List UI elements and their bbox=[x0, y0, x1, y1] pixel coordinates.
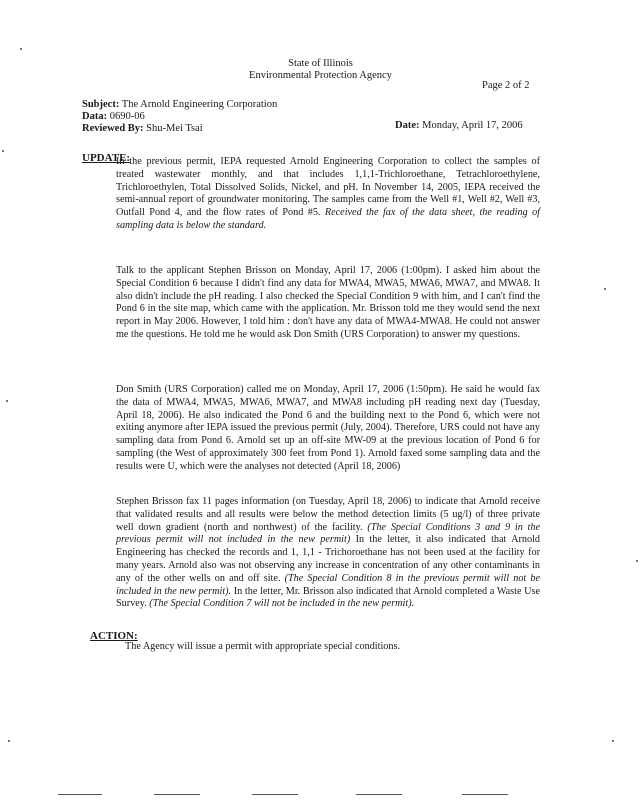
header-agency: Environmental Protection Agency bbox=[249, 70, 392, 81]
scan-edge-mark bbox=[58, 794, 102, 795]
scan-edge-mark bbox=[252, 794, 298, 795]
scan-speck bbox=[612, 740, 614, 742]
date-line bbox=[395, 120, 523, 131]
data-value: 0690-06 bbox=[109, 111, 145, 122]
page-number: Page 2 of 2 bbox=[482, 80, 530, 91]
date-label: Date: bbox=[395, 120, 420, 131]
scan-speck bbox=[2, 150, 4, 152]
scan-speck bbox=[636, 560, 638, 562]
p4-text-a: Stephen Brisson fax 11 pages information (on Tuesday, April 18, 2006) to indicate that Arnold receive that validated results and all results were below the method detection limits (5 ug/l) of three private well down gradient (north and northwest) of the facility. bbox=[116, 496, 540, 533]
subject-label: Subject: bbox=[82, 99, 120, 110]
update-paragraph-2: Talk to the applicant Stephen Brisson on Monday, April 17, 2006 (1:00pm). I asked him about the Special Condition 6 because I didn't find any data for MWA4, MWA5, MWA6, MWA7, and MWA8. It also didn't include the pH reading. I also checked the Special Condition 9 with him, and I can't find the Pond 6 in the site map, which came with the application. Mr. Brisson told me they would send the next report in May 2006. However, I told him : don't have any data of MWA4-MWA8. He could not answer me the questions. He told me he would ask Don Smith (URS Corporation) to answer my questions. bbox=[116, 265, 540, 340]
p1-italic: Received the fax of the data sheet, the reading of sampling data is below the standard. bbox=[116, 207, 541, 231]
p4-italic-2: (The Special Condition 8 in the previous permit will not be included in the new permit). bbox=[116, 572, 540, 597]
reviewed-label: Reviewed By: bbox=[82, 123, 144, 134]
date-value: Monday, April 17, 2006 bbox=[422, 120, 523, 131]
scan-speck bbox=[604, 288, 606, 290]
p4-italic-1: (The Special Conditions 3 and 9 in the previous permit will not included in the new permit) bbox=[116, 521, 541, 546]
action-heading: ACTION: bbox=[90, 630, 138, 642]
update-paragraph-3: Don Smith (URS Corporation) called me on Monday, April 17, 2006 (1:50pm). He said he would fax the data of MWA4, MWA5, MWA6, MWA7, and MWA8 including pH reading next day (Tuesday, April 18, 2006). He also indicated the Pond 6 and the building next to the Pond 6, which were not exiting anymore after IEPA issued the previous permit (July, 2004). Therefore, URS could not have any sampling data from Pond 6. Arnold set up an off-site MW-09 at the previous location of Pond 6 for sampling (the West of approximately 300 feet from Pond 1). Arnold faxed some sampling data and the results were U, which were the analyses not detected (April 18, 2006) bbox=[116, 384, 540, 472]
p4-italic-3: (The Special Condition 7 will not be included in the new permit). bbox=[149, 598, 415, 610]
reviewed-line bbox=[82, 123, 203, 136]
scan-speck bbox=[8, 740, 10, 742]
update-heading: UPDATE: bbox=[82, 152, 131, 164]
scan-speck bbox=[6, 400, 8, 402]
update-paragraph-4 bbox=[116, 496, 540, 611]
p4-text-b: In the letter, it also indicated that Arnold Engineering has checked the records and 1, 1,1 - Trichoroethane has not been used at the facility for many years. Arnold also was not observing any increase in concentration of any other contaminants in any of the other wells on and off site. bbox=[116, 534, 540, 584]
scan-edge-mark bbox=[462, 794, 508, 795]
scan-edge-mark bbox=[154, 794, 200, 795]
header-state: State of Illinois bbox=[288, 58, 353, 69]
action-text: The Agency will issue a permit with appropriate special conditions. bbox=[125, 641, 400, 652]
subject-value: The Arnold Engineering Corporation bbox=[121, 99, 278, 110]
update-paragraph-1 bbox=[116, 156, 540, 233]
subject-line bbox=[82, 99, 277, 112]
scan-speck bbox=[20, 48, 22, 50]
scan-edge-mark bbox=[356, 794, 402, 795]
p1-text: In the previous permit, IEPA requested Arnold Engineering Corporation to collect the samples of treated wastewater monthly, and that includes 1,1,1-Trichloroethane, Tetrachloroethylene, Trichloroethylen, Total Dissolved Solids, Nickel, and pH. In November 14, 2005, IEPA received the semi-annual report of groundwater monitoring. The samples came from the Well #1, Well #2, Well #3, Outfall Pond 4, and the flow rates of Pond #5. bbox=[116, 156, 540, 219]
reviewed-value: Shu-Mei Tsai bbox=[146, 123, 203, 134]
data-line bbox=[82, 111, 145, 124]
data-label: Data: bbox=[82, 111, 108, 122]
p4-text-c: In the letter, Mr. Brisson also indicated that Arnold completed a Waste Use Survey. bbox=[116, 585, 540, 610]
